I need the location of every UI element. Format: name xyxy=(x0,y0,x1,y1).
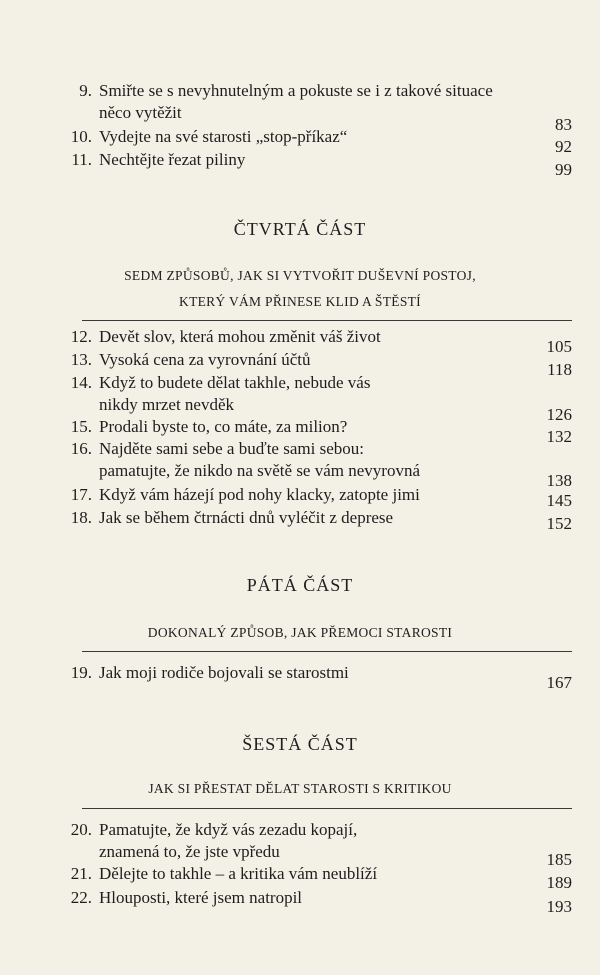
entry-title: Pamatujte, že když vás zezadu kopají, znamená to, že jste vpředu xyxy=(99,820,358,861)
entry-page: 145 xyxy=(546,491,572,510)
divider xyxy=(82,808,572,809)
entry-page: 92 xyxy=(555,137,572,156)
entry-number: 13. xyxy=(70,350,92,369)
entry-page: 193 xyxy=(546,897,572,916)
entry-title: Nechtějte řezat piliny xyxy=(99,150,246,169)
entry-number: 19. xyxy=(70,663,92,682)
entry-number: 20. xyxy=(70,820,92,839)
entry-page: 185 xyxy=(546,850,572,869)
entry-number: 17. xyxy=(70,485,92,504)
entry-title: Jak moji rodiče bojovali se starostmi xyxy=(99,663,349,682)
entry-title: Prodali byste to, co máte, za milion? xyxy=(99,417,348,436)
divider xyxy=(82,651,572,652)
part-heading: PÁTÁ ČÁST xyxy=(246,575,354,595)
part-subtitle: SEDM ZPŮSOBŮ, JAK SI VYTVOŘIT DUŠEVNÍ POSTOJ, KTERÝ VÁM PŘINESE KLID A ŠTĚSTÍ xyxy=(124,268,476,309)
entry-title: Vysoká cena za vyrovnání účtů xyxy=(99,350,311,369)
entry-title: Když to budete dělat takhle, nebude vás nikdy mrzet nevděk xyxy=(99,373,371,414)
entry-number: 10. xyxy=(70,127,92,146)
part-heading: ŠESTÁ ČÁST xyxy=(242,734,358,754)
entry-title: Dělejte to takhle – a kritika vám neublíží xyxy=(99,864,378,883)
entry-title: Devět slov, která mohou změnit váš život xyxy=(99,327,381,346)
entry-title: Hlouposti, které jsem natropil xyxy=(99,888,303,907)
entry-number: 16. xyxy=(70,439,92,458)
entry-page: 189 xyxy=(546,873,572,892)
divider xyxy=(82,320,572,321)
entry-page: 132 xyxy=(546,427,572,446)
entry-page: 126 xyxy=(546,405,572,424)
part-subtitle: JAK SI PŘESTAT DĚLAT STAROSTI S KRITIKOU xyxy=(148,781,452,796)
entry-page: 138 xyxy=(546,471,572,490)
entry-title: Jak se během čtrnácti dnů vyléčit z deprese xyxy=(99,508,394,527)
part-heading: ČTVRTÁ ČÁST xyxy=(233,219,367,239)
entry-number: 11. xyxy=(71,150,92,169)
entry-title: Smiřte se s nevyhnutelným a pokuste se i z takové situace něco vytěžit xyxy=(99,81,493,122)
entry-number: 18. xyxy=(70,508,92,527)
entry-page: 83 xyxy=(555,115,572,134)
entry-number: 14. xyxy=(70,373,92,392)
entry-number: 21. xyxy=(70,864,92,883)
entry-number: 22. xyxy=(70,888,92,907)
entry-page: 152 xyxy=(546,514,572,533)
part-subtitle: DOKONALÝ ZPŮSOB, JAK PŘEMOCI STAROSTI xyxy=(147,625,453,640)
entry-title: Vydejte na své starosti „stop-příkaz“ xyxy=(99,127,348,146)
entry-page: 99 xyxy=(555,160,572,179)
entry-page: 118 xyxy=(547,360,572,379)
entry-number: 15. xyxy=(70,417,92,436)
entry-number: 12. xyxy=(70,327,92,346)
entry-page: 105 xyxy=(546,337,572,356)
entry-number: 9. xyxy=(79,81,92,100)
entry-title: Najděte sami sebe a buďte sami sebou: pamatujte, že nikdo na světě se vám nevyrovná xyxy=(99,439,420,480)
entry-title: Když vám házejí pod nohy klacky, zatopte jimi xyxy=(99,485,420,504)
entry-page: 167 xyxy=(546,673,572,692)
